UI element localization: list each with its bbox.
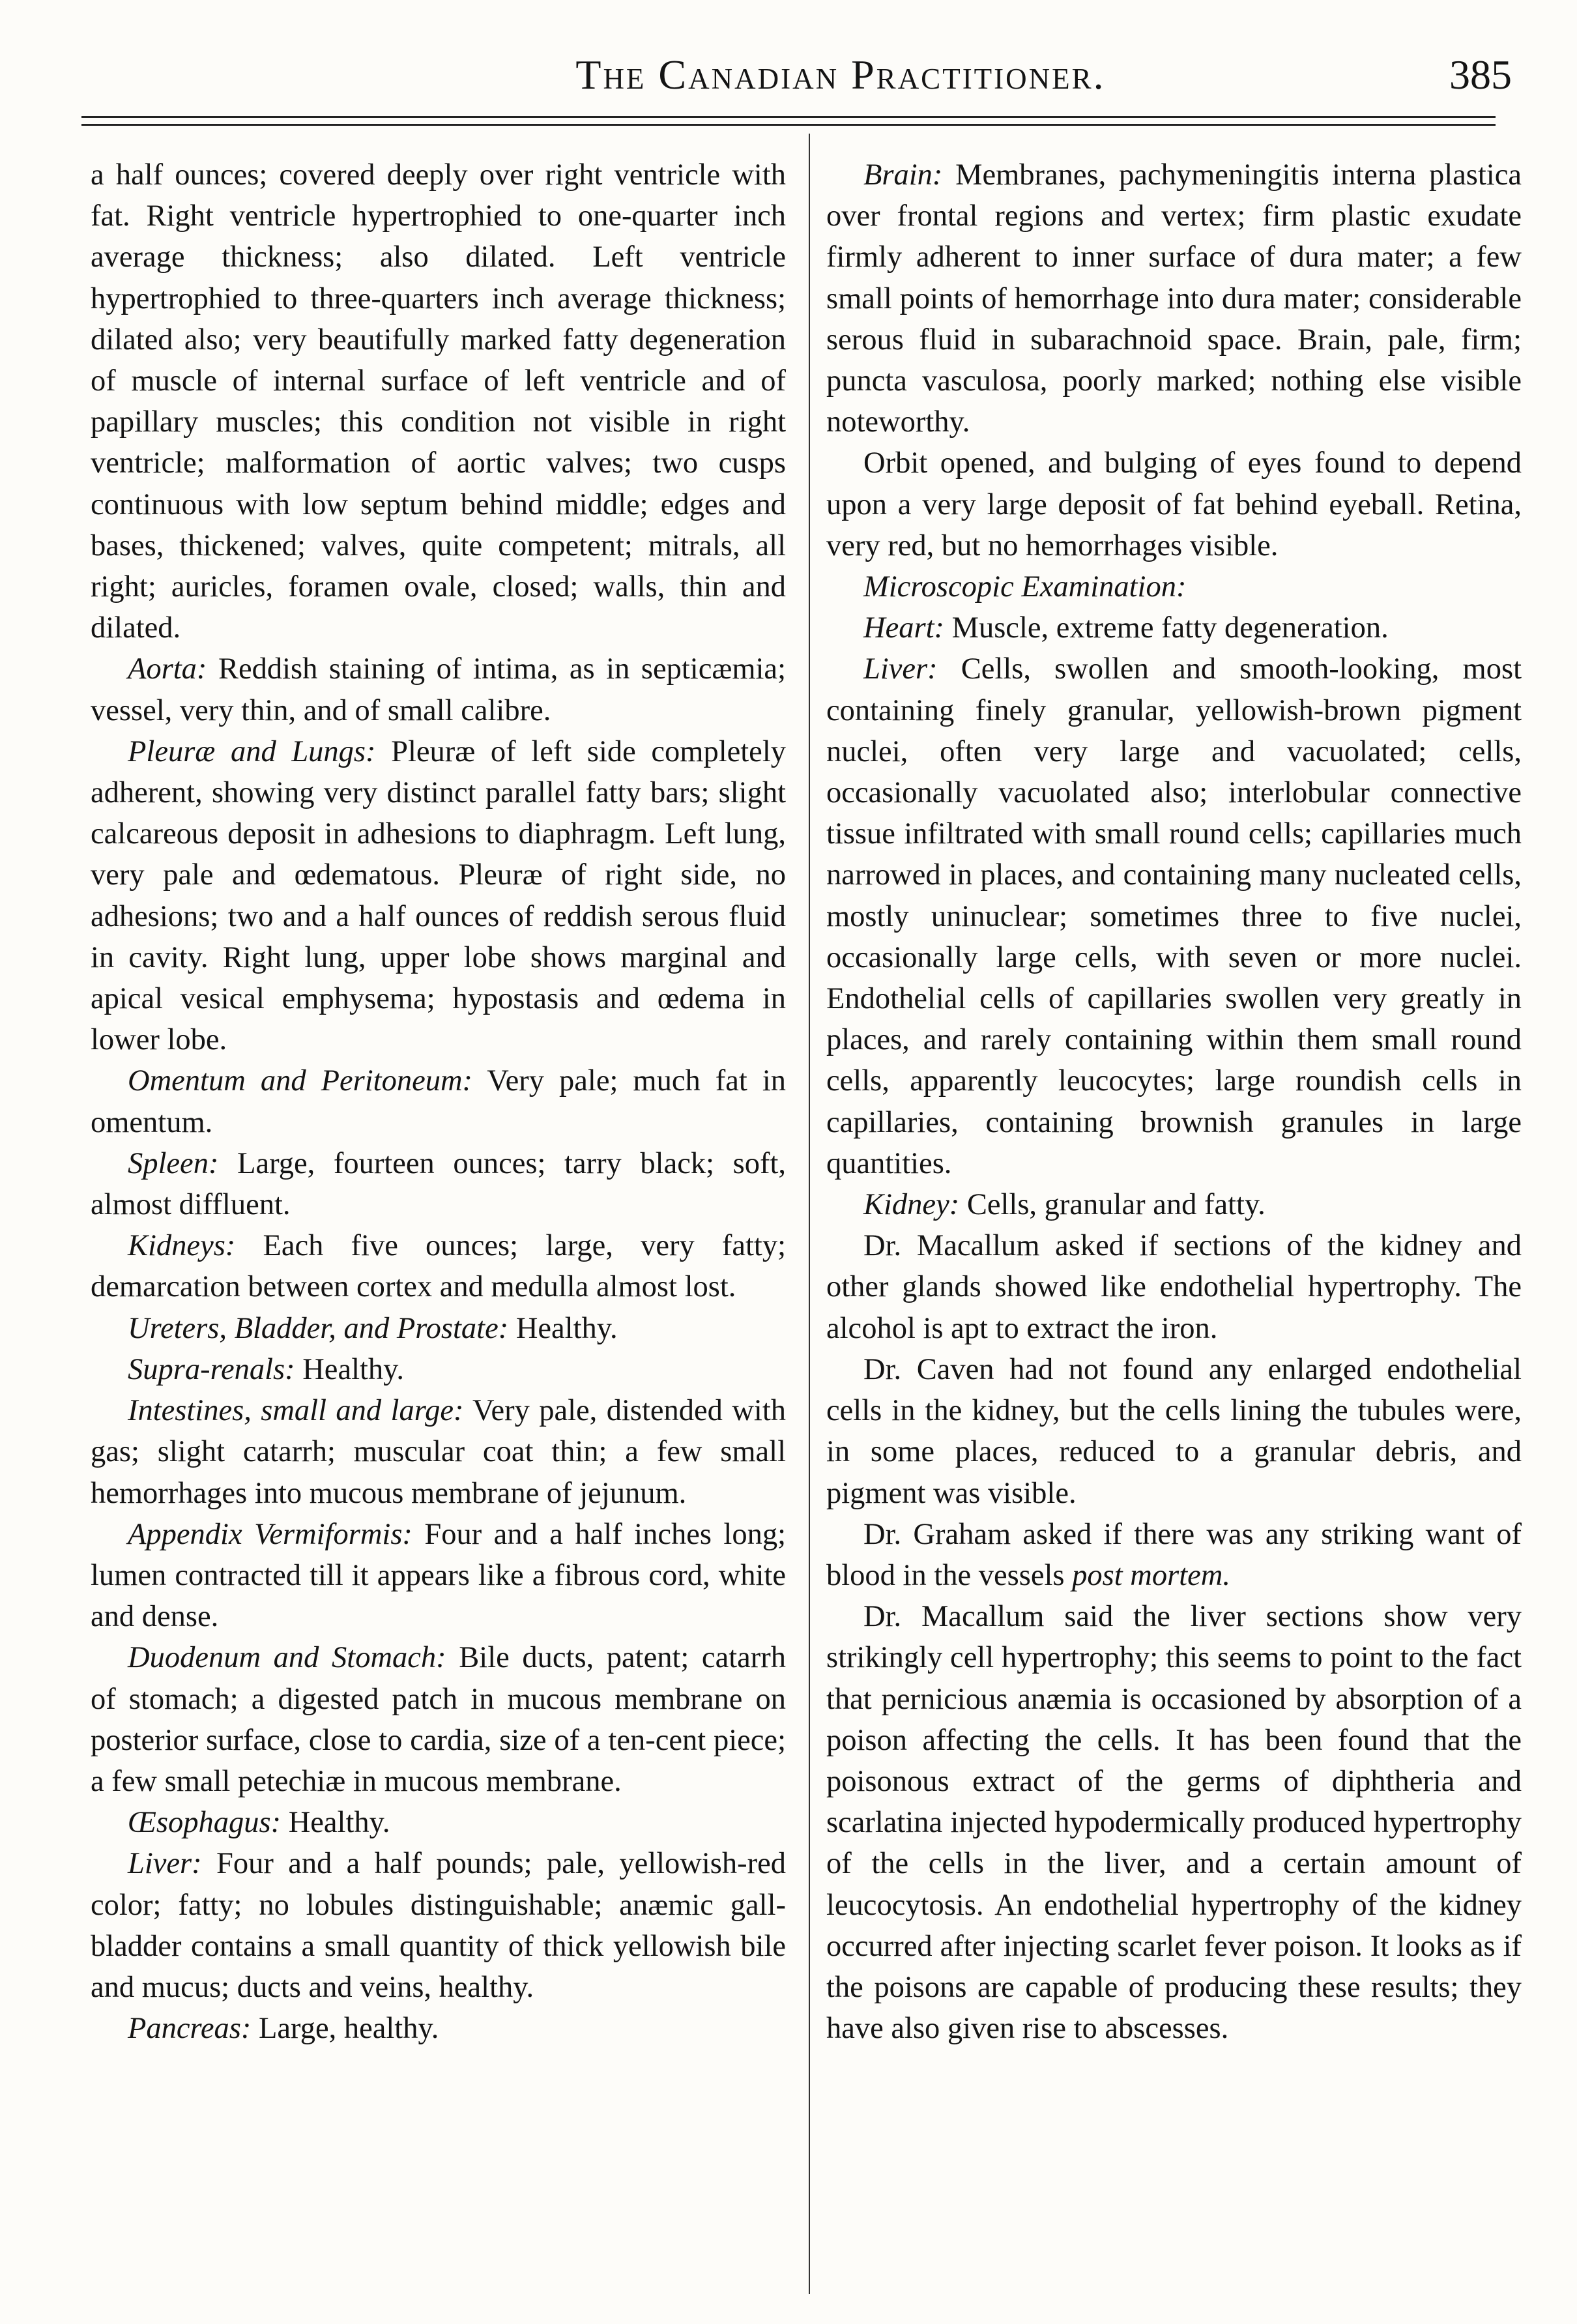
section-heading: Omentum and Peritoneum: (128, 1064, 473, 1098)
paragraph: Dr. Caven had not found any enlarged endothelial cells in the kidney, but the cells lining the tubules were, in some places, reduced to a granular debris, and pigment was visible. (826, 1352, 1522, 1510)
section-heading: Ureters, Bladder, and Prostate: (128, 1311, 509, 1345)
section-heading: Liver: (863, 652, 938, 686)
paragraph: Liver: Four and a half pounds; pale, yellowish-red color; fatty; no lobules distinguishable; anæmic gall-bladder contains a small quantity of thick yellowish bile and mucus; ducts and veins, healthy. (91, 1847, 787, 2004)
paragraph: Spleen: Large, fourteen ounces; tarry black; soft, almost diffluent. (91, 1146, 786, 1222)
paragraph: Aorta: Reddish staining of intima, as in septicæmia; vessel, very thin, and of small calibre. (91, 652, 786, 727)
paragraph: Liver: Cells, swollen and smooth-looking, most containing finely granular, yellowish-brown pigment nuclei, often very large and vacuolated; cells, occasionally vacuolated also; interlobular connective tissue infiltrated with small round cells; capillaries much narrowed in places, and containing many nucleated cells, mostly uninuclear; sometimes three to five nuclei, occasionally large cells, with seven or more nuclei. Endothelial cells of capillaries swollen very greatly in places, and rarely containing within them small round cells, apparently leucocytes; large roundish cells in capillaries, containing brownish granules in large quantities. (826, 652, 1522, 1180)
column-divider (809, 134, 810, 2294)
paragraph: Supra-renals: Healthy. (128, 1352, 405, 1386)
section-heading: Brain: (863, 158, 943, 192)
paragraph: Omentum and Peritoneum: Very pale; much fat in omentum. (91, 1064, 786, 1139)
paragraph: Ureters, Bladder, and Prostate: Healthy. (128, 1311, 618, 1345)
paragraph: Orbit opened, and bulging of eyes found to depend upon a very large deposit of fat behind eyeball. Retina, very red, but no hemorrhages visible. (826, 446, 1522, 562)
header-rule-bottom (81, 124, 1496, 126)
section-heading: Kidneys: (128, 1229, 236, 1263)
italic-phrase: post mortem. (1072, 1558, 1230, 1592)
paragraph: Heart: Muscle, extreme fatty degeneration. (863, 611, 1389, 645)
section-heading: Liver: (128, 1847, 202, 1881)
section-heading: Œsophagus: (128, 1806, 282, 1840)
paragraph: Brain: Membranes, pachymeningitis interna plastica over frontal regions and vertex; firm plastic exudate firmly adherent to inner surface of dura mater; a few small points of hemorrhage into dura mater; considerable serous fluid in subarachnoid space. Brain, pale, firm; puncta vasculosa, poorly marked; nothing else visible noteworthy. (826, 158, 1522, 439)
section-heading: Heart: (863, 611, 944, 645)
section-heading: Kidney: (863, 1188, 960, 1222)
journal-title: The Canadian Practitioner. (575, 51, 1106, 98)
paragraph: Dr. Macallum said the liver sections show very strikingly cell hypertrophy; this seems to point to the fact that pernicious anæmia is occasioned by absorption of a poison affecting the cells. It has been found that the poisonous extract of the germs of diphtheria and scarlatina injected hypodermically produced hypertrophy of the cells in the liver, and a certain amount of leucocytosis. An endothelial hypertrophy of the kidney occurred after injecting scarlet fever poison. It looks as if the poisons are capable of producing these results; they have also given rise to abscesses. (826, 1600, 1522, 2046)
section-heading: Aorta: (128, 652, 207, 686)
section-heading: Supra-renals: (128, 1352, 295, 1386)
right-column (826, 154, 1522, 2049)
section-heading: Duodenum and Stomach: (128, 1641, 446, 1675)
section-heading: Intestines, small and large: (128, 1394, 464, 1428)
paragraph: Œsophagus: Healthy. (128, 1806, 390, 1840)
paragraph (826, 566, 1522, 607)
paragraph: Dr. Graham asked if there was any striking want of blood in the vessels post mortem. (826, 1517, 1522, 1592)
header-rule-top (81, 116, 1496, 118)
paragraph: Intestines, small and large: Very pale, distended with gas; slight catarrh; muscular coat thin; a few small hemorrhages into mucous membrane of jejunum. (91, 1394, 786, 1510)
section-heading: Spleen: (128, 1146, 219, 1180)
section-heading: Pleuræ and Lungs: (128, 734, 376, 768)
section-heading: Pancreas: (128, 2012, 252, 2046)
paragraph: Duodenum and Stomach: Bile ducts, patent; catarrh of stomach; a digested patch in mucous membrane on posterior surface, close to cardia, size of a ten-cent piece; a few small petechiæ in mucous membrane. (91, 1641, 786, 1798)
paragraph: a half ounces; covered deeply over right ventricle with fat. Right ventricle hypertrophied to one-quarter inch average thickness; also dilated. Left ventricle hypertrophied to three-quarters inch average thickness; dilated also; very beautifully marked fatty degeneration of muscle of internal surface of left ventricle and of papillary muscles; this condition not visible in right ventricle; malformation of aortic valves; two cusps continuous with low septum behind middle; edges and bases, thickened; valves, quite competent; mitrals, all right; auricles, foramen ovale, closed; walls, thin and dilated. (91, 158, 786, 645)
paragraph: Kidney: Cells, granular and fatty. (863, 1188, 1266, 1222)
section-heading: Microscopic Examination: (863, 570, 1187, 604)
paragraph: Kidneys: Each five ounces; large, very fatty; demarcation between cortex and medulla almost lost. (91, 1229, 787, 1304)
paragraph: Dr. Macallum asked if sections of the kidney and other glands showed like endothelial hypertrophy. The alcohol is apt to extract the iron. (826, 1229, 1522, 1345)
left-column (91, 154, 786, 2049)
paragraph: Pleuræ and Lungs: Pleuræ of left side completely adherent, showing very distinct parallel fatty bars; slight calcareous deposit in adhesions to diaphragm. Left lung, very pale and œdematous. Pleuræ of right side, no adhesions; two and a half ounces of reddish serous fluid in cavity. Right lung, upper lobe shows marginal and apical vesical emphysema; hypostasis and œdema in lower lobe. (91, 734, 786, 1057)
paragraph: Pancreas: Large, healthy. (128, 2012, 439, 2046)
paragraph: Appendix Vermiformis: Four and a half inches long; lumen contracted till it appears like a fibrous cord, white and dense. (91, 1517, 786, 1634)
running-header (85, 46, 1512, 117)
page-number: 385 (1449, 51, 1512, 98)
section-heading: Appendix Vermiformis: (128, 1517, 412, 1551)
